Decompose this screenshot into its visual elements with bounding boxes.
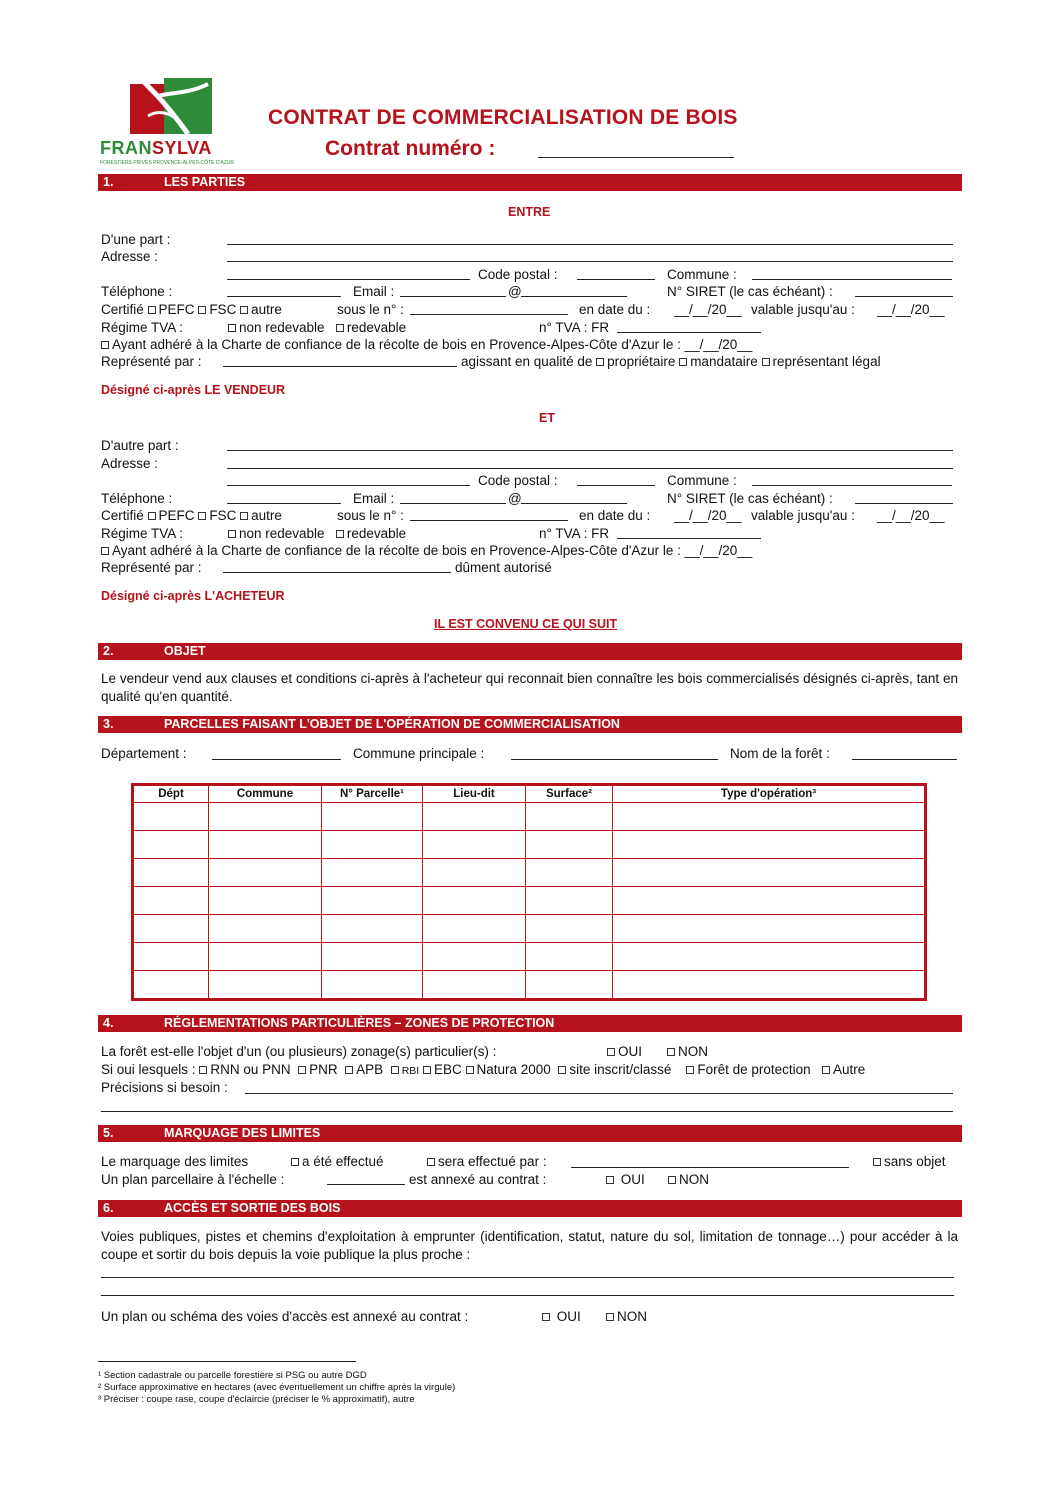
footnote-2: ² Surface approximative en hectares (avec éventuellement un chiffre après la virgule) [98,1382,456,1393]
acces-non-checkbox[interactable] [606,1313,614,1321]
vendor-pefc-checkbox[interactable] [148,306,156,314]
section-6-header: 6. ACCÈS ET SORTIE DES BOIS [98,1200,962,1217]
plan-acces-label: Un plan ou schéma des voies d'accès est annexé au contrat : [101,1309,469,1324]
vendor-email-label: Email : [353,284,395,299]
buyer-cert-number-field[interactable] [410,520,568,521]
vendor-proprietaire-checkbox[interactable] [596,358,604,366]
contract-number-label: Contrat numéro : [325,137,496,160]
buyer-email-label: Email : [353,491,395,506]
table-cell[interactable] [322,971,423,1000]
table-row [133,971,926,1000]
section-4-header: 4. RÉGLEMENTATIONS PARTICULIÈRES – ZONES DE PROTECTION [98,1015,962,1032]
entre-label: ENTRE [508,205,551,219]
col-type-header: Type d'opération³ [613,785,926,803]
sans-objet-option: sans objet [873,1154,946,1170]
table-cell[interactable] [526,803,613,831]
table-cell[interactable] [423,971,526,1000]
col-dept-header: Dépt [133,785,209,803]
vendor-siret-label: N° SIRET (le cas échéant) : [667,284,833,299]
departement-field[interactable] [212,759,341,760]
table-cell[interactable] [613,915,926,943]
vendor-code-postal-field[interactable] [577,279,655,280]
vendor-email-at: @ [508,284,522,299]
vendor-represente-field[interactable] [223,366,457,367]
acces-oui: OUI [542,1309,581,1325]
buyer-designe-label: Désigné ci-après L'ACHETEUR [101,589,285,603]
table-cell[interactable] [209,943,322,971]
table-cell[interactable] [209,971,322,1000]
buyer-represente-label: Représenté par : [101,560,202,575]
autre-zonage-checkbox[interactable] [822,1066,830,1074]
section-2-header: 2. OBJET [98,643,962,660]
vendor-non-redevable-checkbox[interactable] [228,324,236,332]
vendor-name-field[interactable] [227,244,953,245]
buyer-regime-label: Régime TVA : [101,526,184,541]
acces-non: NON [606,1309,647,1325]
site-checkbox[interactable] [558,1066,566,1074]
plan-parcellaire-label: Un plan parcellaire à l'échelle : [101,1172,285,1187]
buyer-charte-row: Ayant adhéré à la Charte de confiance de la récolte de bois en Provence-Alpes-Côte d'Azur le : __/__/20__ [101,543,752,559]
table-cell[interactable] [209,887,322,915]
table-cell[interactable] [322,887,423,915]
vendor-adresse-label: Adresse : [101,249,159,264]
table-cell[interactable] [209,915,322,943]
vendor-represente-label: Représenté par : [101,354,202,369]
buyer-charte-checkbox[interactable] [101,547,109,555]
buyer-telephone-label: Téléphone : [101,491,173,506]
buyer-code-postal-field[interactable] [577,485,655,486]
buyer-tva-field[interactable] [617,538,761,539]
buyer-email-domain-field[interactable] [521,503,627,504]
buyer-name-field[interactable] [227,450,953,451]
parcelles-table [131,783,927,1001]
convenu-label: IL EST CONVENU CE QUI SUIT [434,617,618,631]
buyer-commune-field[interactable] [752,485,952,486]
commune-principale-label: Commune principale : [353,746,485,761]
section-1-header: 1. LES PARTIES [98,174,962,191]
table-cell[interactable] [613,887,926,915]
buyer-redevable-checkbox[interactable] [336,530,344,538]
zonage-oui: OUI [607,1044,642,1060]
vendor-cert-number-field[interactable] [410,314,568,315]
logo-emblem-icon [128,76,216,136]
vendor-address-field-2[interactable] [227,279,470,280]
table-cell[interactable] [423,887,526,915]
plan-oui-checkbox[interactable] [606,1176,614,1184]
foret-label: Nom de la forêt : [730,746,830,761]
rnn-checkbox[interactable] [199,1066,207,1074]
vendor-commune-label: Commune : [667,267,737,282]
table-cell[interactable] [613,831,926,859]
footnote-3: ³ Préciser : coupe rase, coupe d'éclaircie (préciser le % approximatif), autre [98,1394,415,1405]
vendor-commune-field[interactable] [752,279,952,280]
zonage-types-row: Si oui lesquels : RNN ou PNN PNR APB RBI EBC Natura 2000 site inscrit/classé Forêt de protection Autre [101,1062,866,1077]
table-row [133,887,926,915]
vendor-tva-field[interactable] [617,332,761,333]
vendor-tva-label: n° TVA : FR [539,320,610,335]
table-row [133,943,926,971]
table-cell[interactable] [613,943,926,971]
vendor-charte-checkbox[interactable] [101,341,109,349]
section-5-header: 5. MARQUAGE DES LIMITES [98,1125,962,1142]
table-cell[interactable] [526,831,613,859]
vendor-siret-field[interactable] [855,296,953,297]
table-cell[interactable] [322,943,423,971]
vendor-email-user-field[interactable] [400,296,506,297]
buyer-tva-options: non redevable redevable [228,526,406,542]
table-cell[interactable] [526,943,613,971]
buyer-en-date-label: en date du : [579,508,651,523]
buyer-email-at: @ [508,491,522,506]
logo-tagline: FORESTIERS PRIVÉS PROVENCE-ALPES-CÔTE D'AZUR [100,160,235,166]
table-cell[interactable] [209,803,322,831]
vendor-email-domain-field[interactable] [521,296,627,297]
foret-field[interactable] [852,759,957,760]
vendor-tva-options: non redevable redevable [228,320,406,336]
marquage-label: Le marquage des limites [101,1154,249,1169]
vendor-designe-label: Désigné ci-après LE VENDEUR [101,383,286,397]
zonage-non: NON [667,1044,708,1060]
vendor-telephone-label: Téléphone : [101,284,173,299]
rbi-checkbox[interactable] [391,1066,399,1074]
precisions-label: Précisions si besoin : [101,1080,228,1095]
acces-field[interactable] [101,1277,954,1278]
pnr-checkbox[interactable] [298,1066,306,1074]
buyer-siret-field[interactable] [855,503,953,504]
col-commune-header: Commune [209,785,322,803]
table-row [133,803,926,831]
plan-non: NON [668,1172,709,1188]
buyer-address-field-2[interactable] [227,485,470,486]
buyer-valable-date-field[interactable]: __/__/20__ [877,508,945,523]
foret-protection-checkbox[interactable] [686,1066,694,1074]
col-parcelle-header: N° Parcelle¹ [322,785,423,803]
table-cell[interactable] [133,831,209,859]
buyer-email-user-field[interactable] [400,503,506,504]
col-surface-header: Surface² [526,785,613,803]
table-cell[interactable] [133,971,209,1000]
vendor-code-postal-label: Code postal : [478,267,558,282]
table-cell[interactable] [133,943,209,971]
vendor-representant-checkbox[interactable] [762,358,770,366]
table-cell[interactable] [133,803,209,831]
departement-label: Département : [101,746,187,761]
table-cell[interactable] [423,943,526,971]
vendor-fsc-checkbox[interactable] [198,306,206,314]
precisions-field-2[interactable] [101,1111,953,1112]
table-header-row [133,785,926,803]
table-cell[interactable] [322,831,423,859]
zonage-non-checkbox[interactable] [667,1048,675,1056]
buyer-commune-label: Commune : [667,473,737,488]
zonage-question: La forêt est-elle l'objet d'un (ou plusieurs) zonage(s) particulier(s) : [101,1044,497,1059]
vendor-cert-row: Certifié PEFC FSC autre [101,302,282,317]
logo-name: FRANSYLVA [100,138,212,158]
precisions-field[interactable] [245,1093,953,1094]
vendor-en-date-label: en date du : [579,302,651,317]
et-label: ET [539,411,555,425]
effectue-checkbox[interactable] [291,1158,299,1166]
table-cell[interactable] [613,859,926,887]
table-row [133,859,926,887]
sera-option: sera effectué par : [427,1154,547,1170]
buyer-siret-label: N° SIRET (le cas échéant) : [667,491,833,506]
sera-effectue-checkbox[interactable] [427,1158,435,1166]
sera-effectue-field[interactable] [571,1167,849,1168]
table-cell[interactable] [322,859,423,887]
table-cell[interactable] [613,971,926,1000]
vendor-valable-label: valable jusqu'au : [751,302,855,317]
table-cell[interactable] [526,971,613,1000]
vendor-agissant-row: agissant en qualité de propriétaire mandataire représentant légal [461,354,881,369]
vendor-date-field[interactable]: __/__/20__ [674,302,742,317]
buyer-code-postal-label: Code postal : [478,473,558,488]
table-cell[interactable] [209,859,322,887]
buyer-date-field[interactable]: __/__/20__ [674,508,742,523]
effectue-option: a été effectué [291,1154,384,1170]
echelle-field[interactable] [327,1184,405,1185]
dune-part-label: D'une part : [101,232,171,247]
buyer-cert-row: Certifié PEFC FSC autre [101,508,282,523]
plan-oui: OUI [606,1172,645,1188]
buyer-pefc-checkbox[interactable] [148,512,156,520]
page-title: CONTRAT DE COMMERCIALISATION DE BOIS [268,106,738,129]
vendor-telephone-field[interactable] [227,296,341,297]
vendor-charte-row: Ayant adhéré à la Charte de confiance de la récolte de bois en Provence-Alpes-Côte d'Azur le : __/__/20__ [101,337,752,353]
footnote-1: ¹ Section cadastrale ou parcelle forestière si PSG ou autre DGD [98,1370,367,1381]
vendor-address-field[interactable] [227,261,953,262]
apb-checkbox[interactable] [345,1066,353,1074]
vendor-redevable-checkbox[interactable] [336,324,344,332]
table-cell[interactable] [209,831,322,859]
vendor-mandataire-checkbox[interactable] [679,358,687,366]
table-cell[interactable] [423,831,526,859]
table-cell[interactable] [526,915,613,943]
buyer-telephone-field[interactable] [227,503,341,504]
table-cell[interactable] [133,915,209,943]
vendor-autre-checkbox[interactable] [240,306,248,314]
logo [100,76,235,166]
buyer-autre-checkbox[interactable] [240,512,248,520]
acces-field-2[interactable] [101,1295,954,1296]
vendor-sous-le-n-label: sous le n° : [337,302,404,317]
commune-principale-field[interactable] [511,759,718,760]
buyer-fsc-checkbox[interactable] [198,512,206,520]
buyer-non-redevable-checkbox[interactable] [228,530,236,538]
table-cell[interactable] [526,887,613,915]
col-lieu-dit-header: Lieu-dit [423,785,526,803]
acces-oui-checkbox[interactable] [542,1313,550,1321]
table-cell[interactable] [322,803,423,831]
buyer-adresse-label: Adresse : [101,456,159,471]
table-cell[interactable] [423,859,526,887]
buyer-represente-field[interactable] [223,572,451,573]
sans-objet-checkbox[interactable] [873,1158,881,1166]
buyer-address-field[interactable] [227,468,953,469]
table-cell[interactable] [613,803,926,831]
objet-paragraph: Le vendeur vend aux clauses et conditions ci-après à l'acheteur qui reconnait bien connaître les bois commercialisés désignés ci-après, tant en qualité qu'en quantité. [101,671,958,704]
section-3-header: 3. PARCELLES FAISANT L'OBJET DE L'OPÉRATION DE COMMERCIALISATION [98,716,962,733]
table-cell[interactable] [133,859,209,887]
table-row [133,831,926,859]
contract-number-field[interactable] [538,157,734,158]
table-cell[interactable] [526,859,613,887]
acces-paragraph: Voies publiques, pistes et chemins d'exploitation à emprunter (identification, statut, nature du sol, limitation de tonnage…) pour accéder à la coupe et sortir du bois depuis la voie publique la plus proche : [101,1229,958,1262]
zonage-oui-checkbox[interactable] [607,1048,615,1056]
buyer-dument-label: dûment autorisé [455,560,552,575]
annexe-label: est annexé au contrat : [409,1172,547,1187]
ebc-checkbox[interactable] [423,1066,431,1074]
footnote-divider [98,1361,356,1362]
table-cell[interactable] [423,803,526,831]
vendor-regime-label: Régime TVA : [101,320,184,335]
buyer-valable-label: valable jusqu'au : [751,508,855,523]
natura-checkbox[interactable] [466,1066,474,1074]
table-cell[interactable] [423,915,526,943]
table-row [133,915,926,943]
table-cell[interactable] [322,915,423,943]
buyer-sous-le-n-label: sous le n° : [337,508,404,523]
table-cell[interactable] [133,887,209,915]
plan-non-checkbox[interactable] [668,1176,676,1184]
vendor-valable-date-field[interactable]: __/__/20__ [877,302,945,317]
buyer-tva-label: n° TVA : FR [539,526,610,541]
dautre-part-label: D'autre part : [101,438,179,453]
